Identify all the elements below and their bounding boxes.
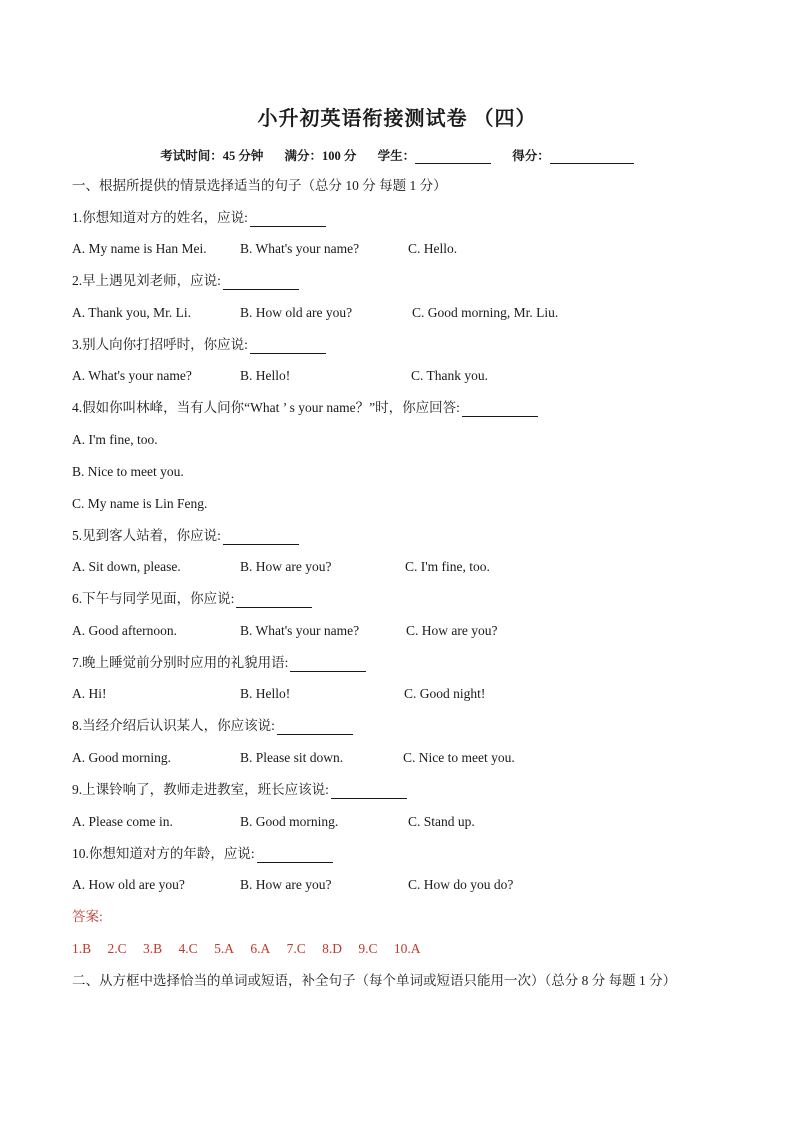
options-9 (72, 813, 722, 831)
answer-blank[interactable] (223, 530, 299, 545)
option-a: A. Sit down, please. (72, 559, 181, 574)
question-1: 1.你想知道对方的姓名，应说: (72, 209, 326, 227)
section-2-heading: 二、从方框中选择恰当的单词或短语，补全句子（每个单词或短语只能用一次）（总分 8 分 每题 1 分） (72, 973, 677, 988)
answer-blank[interactable] (236, 593, 312, 608)
option-c: C. Good night! (404, 686, 486, 701)
answer-item: 9.C (358, 941, 378, 956)
option-c: C. How do you do? (408, 877, 514, 892)
option-c: C. Nice to meet you. (403, 750, 515, 765)
question-3: 3.别人向你打招呼时，你应说: (72, 336, 326, 354)
options-6 (72, 622, 722, 640)
option-a: A. My name is Han Mei. (72, 241, 207, 256)
answer-blank[interactable] (331, 784, 407, 799)
exam-info (0, 146, 794, 164)
option-c: C. Thank you. (411, 368, 488, 383)
answer-item: 4.C (178, 941, 198, 956)
section-1-heading: 一、根据所提供的情景选择适当的句子（总分 10 分 每题 1 分） (72, 178, 447, 193)
answer-item: 10.A (393, 941, 421, 956)
option-b: B. What's your name? (240, 623, 360, 638)
score-blank[interactable] (550, 150, 634, 164)
question-10: 10.你想知道对方的年龄，应说: (72, 845, 333, 863)
option-b: B. Good morning. (240, 814, 339, 829)
options-7 (72, 685, 722, 703)
options-1 (72, 240, 722, 258)
options-3 (72, 367, 722, 385)
answer-item: 2.C (107, 941, 127, 956)
question-7: 7.晚上睡觉前分别时应用的礼貌用语: (72, 654, 366, 672)
answer-blank[interactable] (250, 339, 326, 354)
student-blank[interactable] (415, 150, 491, 164)
answer-item: 5.A (214, 941, 234, 956)
answer-blank[interactable] (250, 212, 326, 227)
option-b: B. Nice to meet you. (72, 464, 184, 479)
answer-label: 答案: (72, 909, 103, 924)
option-c: C. Stand up. (408, 814, 475, 829)
answer-key (72, 940, 433, 958)
question-2: 2.早上遇见刘老师，应说: (72, 272, 299, 290)
answer-item: 7.C (286, 941, 306, 956)
student-field: 学生： (378, 146, 492, 164)
option-a: A. I'm fine, too. (72, 432, 158, 447)
page-title: 小升初英语衔接测试卷 （四） (257, 108, 537, 130)
answer-item: 1.B (72, 941, 92, 956)
option-a: A. Thank you, Mr. Li. (72, 305, 191, 320)
answer-item: 6.A (250, 941, 271, 956)
option-c: C. Hello. (408, 241, 458, 256)
question-4: 4.假如你叫林峰，当有人问你“What ’ s your name？”时，你应回答: (72, 399, 538, 417)
answer-blank[interactable] (257, 848, 333, 863)
option-b: B. Hello! (240, 686, 291, 701)
option-b: B. How old are you? (240, 305, 353, 320)
option-a: A. Good morning. (72, 750, 171, 765)
options-2 (72, 304, 722, 322)
option-b: B. Please sit down. (240, 750, 344, 765)
option-a: A. What's your name? (72, 368, 192, 383)
question-9: 9.上课铃响了，教师走进教室，班长应该说: (72, 781, 407, 799)
question-8: 8.当经介绍后认识某人，你应该说: (72, 717, 353, 735)
answer-blank[interactable] (223, 275, 299, 290)
options-8 (72, 749, 722, 767)
answer-blank[interactable] (290, 657, 366, 672)
options-10 (72, 876, 722, 894)
option-b: B. What's your name? (240, 241, 360, 256)
answer-item: 3.B (143, 941, 163, 956)
option-b: B. Hello! (240, 368, 291, 383)
option-a: A. Good afternoon. (72, 623, 177, 638)
answer-item: 8.D (322, 941, 342, 956)
answer-blank[interactable] (462, 402, 538, 417)
option-c: C. My name is Lin Feng. (72, 496, 208, 511)
options-5 (72, 558, 722, 576)
question-6: 6.下午与同学见面，你应说: (72, 590, 312, 608)
question-5: 5.见到客人站着，你应说: (72, 527, 299, 545)
answer-blank[interactable] (277, 720, 353, 735)
option-a: A. Please come in. (72, 814, 173, 829)
option-c: C. How are you? (406, 623, 498, 638)
exam-time: 考试时间：45 分钟 (160, 149, 264, 163)
option-c: C. I'm fine, too. (405, 559, 490, 574)
option-b: B. How are you? (240, 559, 332, 574)
option-a: A. How old are you? (72, 877, 185, 892)
full-score: 满分：100 分 (284, 149, 357, 163)
option-c: C. Good morning, Mr. Liu. (412, 305, 559, 320)
option-a: A. Hi! (72, 686, 107, 701)
option-b: B. How are you? (240, 877, 332, 892)
score-field: 得分： (512, 146, 634, 164)
